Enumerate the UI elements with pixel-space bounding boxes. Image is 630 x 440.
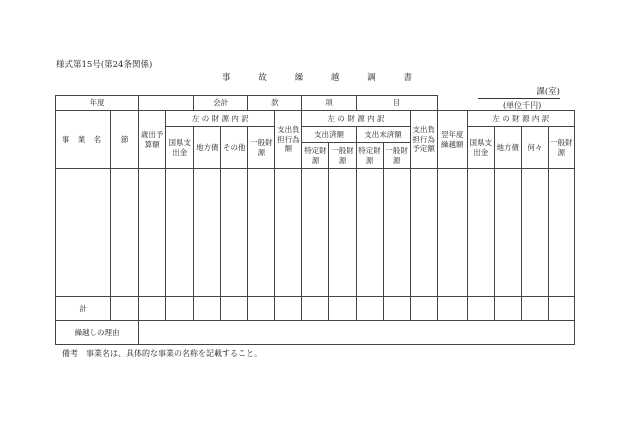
col-shishutsu-mizumigaku: 支出未済額 [356,127,410,143]
col-ippan-zaigen-3: 一般財源 [548,127,574,169]
col-jigyo-mei: 事 業 名 [56,111,111,169]
col-shishutsu-futan-koigaku: 支出負担行為額 [275,111,302,169]
document-title [222,71,412,83]
title-char: 越 [330,73,340,83]
account-field: 会計 [194,96,248,111]
info-row [56,96,575,111]
carryover-table [55,95,575,345]
col-shishutsu-zumigaku: 支出済額 [302,127,356,143]
department-field: 課(室) [478,85,560,99]
title-char: 調 [367,73,376,83]
col-nanika: 何々 [521,127,548,169]
col-tokutei-zaigen-b: 特定財源 [356,143,383,169]
total-label: 計 [56,297,111,321]
col-chihosai: 地方債 [194,127,221,169]
reason-label: 繰越しの理由 [56,321,139,345]
col-saishutsu-yosan: 歳出予算額 [139,111,166,169]
kou-field: 項 [302,96,356,111]
reason-row [56,321,575,345]
col-shishutsu-futan-yoteigaku: 支出負担行為予定額 [410,111,437,169]
col-ippan-zaigen: 一般財源 [248,127,275,169]
moku-field: 目 [356,96,437,111]
col-sonota: その他 [221,127,248,169]
year-field: 年度 [56,96,139,111]
col-kokuken-shishutsukin: 国県支出金 [166,127,194,169]
title-char: 故 [258,73,267,83]
title-char: 事 [222,73,231,83]
kan-field: 款 [248,96,302,111]
reason-field [139,321,575,345]
col-zaigen-uchiwake-3: 左 の 財 源 内 訳 [467,111,574,127]
title-char: 繰 [294,73,304,83]
col-ippan-zaigen-b: 一般財源 [383,143,410,169]
col-zaigen-uchiwake-1: 左 の 財 源 内 訳 [166,111,275,127]
form-number: 様式第15号(第24条関係) [56,60,153,70]
table-row [56,169,575,297]
col-setsu: 節 [111,111,139,169]
title-char: 書 [403,73,412,83]
col-yokunendo-kurikoshigaku: 翌年度繰越額 [437,111,467,169]
col-ippan-zaigen-a: 一般財源 [329,143,356,169]
col-zaigen-uchiwake-2: 左 の 財 源 内 訳 [302,111,410,127]
col-tokutei-zaigen-a: 特定財源 [302,143,329,169]
col-chihosai-2: 地方債 [494,127,521,169]
col-kokuken-shishutsukin-2: 国県支出金 [467,127,494,169]
remarks-note: 備考 事業名は、具体的な事業の名称を記載すること。 [62,349,262,358]
total-row [56,297,575,321]
unit-label: (単位千円) [503,101,542,110]
